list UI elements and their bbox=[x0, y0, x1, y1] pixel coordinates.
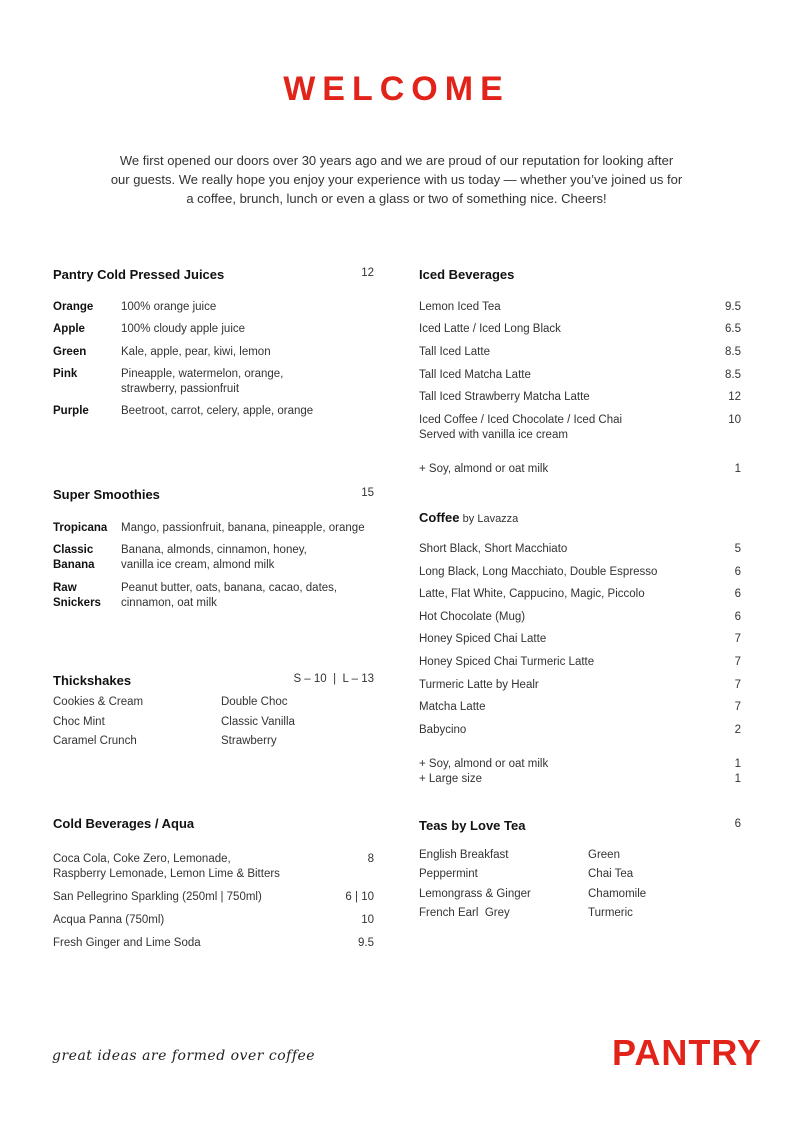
coffee-item-price: 6 bbox=[734, 610, 741, 623]
cold-item-price: 10 bbox=[361, 914, 374, 926]
juice-name: Purple bbox=[53, 405, 89, 417]
thickshake-item: Caramel Crunch bbox=[53, 735, 137, 747]
juice-desc: Beetroot, carrot, celery, apple, orange bbox=[121, 405, 314, 417]
juice-name: Apple bbox=[53, 323, 85, 335]
coffee-item-name: Hot Chocolate (Mug) bbox=[419, 610, 526, 623]
juice-desc: 100% cloudy apple juice bbox=[121, 323, 246, 335]
coffee-heading-group bbox=[419, 510, 518, 525]
juice-name: Orange bbox=[53, 301, 94, 313]
iced-item-price: 12 bbox=[728, 391, 741, 403]
iced-item-price: 9.5 bbox=[725, 301, 741, 313]
smoothie-desc: Banana, almonds, cinnamon, honey, vanilla ice cream, almond milk bbox=[121, 544, 307, 571]
thickshake-item: Classic Vanilla bbox=[221, 715, 295, 728]
iced-extra-name: + Soy, almond or oat milk bbox=[419, 463, 549, 475]
tea-item: Green bbox=[588, 849, 620, 861]
smoothie-desc: Peanut butter, oats, banana, cacao, dates, cinnamon, oat milk bbox=[121, 582, 338, 609]
iced-item-name: Iced Latte / Iced Long Black bbox=[419, 323, 561, 335]
iced-item-name: Tall Iced Matcha Latte bbox=[419, 369, 531, 381]
coffee-item-name: Long Black, Long Macchiato, Double Espresso bbox=[419, 565, 658, 578]
iced-item-name: Tall Iced Strawberry Matcha Latte bbox=[419, 391, 590, 403]
coffee-item-name: Latte, Flat White, Cappucino, Magic, Piccolo bbox=[419, 588, 645, 601]
tea-item: English Breakfast bbox=[419, 849, 509, 861]
coffee-item-price: 7 bbox=[734, 678, 741, 691]
coffee-extra-price: 1 bbox=[734, 773, 741, 785]
iced-item-price: 10 bbox=[728, 414, 741, 426]
coffee-item-price: 5 bbox=[734, 543, 741, 555]
thickshakes-price: S – 10 | L – 13 bbox=[293, 673, 374, 685]
coffee-item-price: 7 bbox=[734, 701, 741, 714]
tea-item: Chai Tea bbox=[588, 868, 634, 881]
coffee-heading: Coffee bbox=[419, 510, 460, 525]
iced-item-name: Tall Iced Latte bbox=[419, 346, 490, 358]
iced-item-name: Iced Coffee / Iced Chocolate / Iced Chai Served with vanilla ice cream bbox=[419, 414, 623, 441]
tea-item: Peppermint bbox=[419, 868, 478, 881]
coffee-subheading: by Lavazza bbox=[462, 513, 519, 525]
coffee-item-name: Honey Spiced Chai Turmeric Latte bbox=[419, 656, 595, 668]
tea-item: Chamomile bbox=[588, 887, 647, 900]
intro-text: We first opened our doors over 30 years ago and we are proud of our reputation for looking after our guests. We really hope you enjoy your experience with us today — whether you’ve joined us for a coffee, brunch, lunch or even a glass or two of something nice. Cheers! bbox=[110, 153, 683, 206]
smoothie-name: Raw Snickers bbox=[53, 582, 101, 609]
coffee-item-name: Turmeric Latte by Healr bbox=[419, 678, 539, 691]
smoothie-name: Tropicana bbox=[53, 522, 108, 534]
coffee-item-price: 7 bbox=[734, 633, 741, 646]
cold-item-name: San Pellegrino Sparkling (250ml | 750ml) bbox=[53, 891, 262, 903]
tea-item: French Earl Grey bbox=[419, 906, 510, 919]
iced-extra-price: 1 bbox=[734, 463, 741, 475]
cold-item-price: 6 | 10 bbox=[345, 891, 374, 903]
thickshake-item: Cookies & Cream bbox=[53, 696, 144, 708]
teas-price: 6 bbox=[734, 818, 741, 830]
page-title: WELCOME bbox=[283, 70, 510, 108]
juice-name: Green bbox=[53, 346, 87, 358]
juices-price: 12 bbox=[361, 267, 374, 279]
cold-item-name: Fresh Ginger and Lime Soda bbox=[53, 937, 201, 949]
juice-desc: 100% orange juice bbox=[121, 301, 217, 313]
smoothie-desc: Mango, passionfruit, banana, pineapple, orange bbox=[121, 522, 365, 534]
cold-item-name: Coca Cola, Coke Zero, Lemonade, Raspberry Lemonade, Lemon Lime & Bitters bbox=[53, 853, 280, 880]
pantry-logo: PANTRY bbox=[612, 1032, 762, 1073]
juices-heading: Pantry Cold Pressed Juices bbox=[53, 267, 225, 282]
thickshakes-heading: Thickshakes bbox=[53, 673, 132, 688]
coffee-item-price: 2 bbox=[734, 723, 741, 736]
coffee-item-price: 6 bbox=[734, 565, 741, 578]
cold-item-price: 9.5 bbox=[358, 937, 374, 949]
smoothie-name: Classic Banana bbox=[53, 544, 95, 571]
coffee-extra-price: 1 bbox=[734, 758, 741, 770]
cold-heading: Cold Beverages / Aqua bbox=[53, 816, 195, 831]
thickshake-item: Choc Mint bbox=[53, 715, 105, 728]
iced-item-price: 8.5 bbox=[725, 346, 741, 358]
tea-item: Lemongrass & Ginger bbox=[419, 887, 531, 900]
iced-item-price: 8.5 bbox=[725, 369, 741, 381]
coffee-item-price: 7 bbox=[734, 656, 741, 668]
iced-item-price: 6.5 bbox=[725, 323, 741, 335]
thickshake-item: Strawberry bbox=[221, 735, 277, 747]
cold-item-name: Acqua Panna (750ml) bbox=[53, 914, 165, 926]
smoothies-price: 15 bbox=[361, 487, 374, 499]
coffee-item-name: Babycino bbox=[419, 723, 467, 736]
coffee-item-name: Honey Spiced Chai Latte bbox=[419, 633, 547, 646]
iced-item-name: Lemon Iced Tea bbox=[419, 301, 501, 313]
juice-desc: Kale, apple, pear, kiwi, lemon bbox=[121, 346, 271, 358]
thickshake-item: Double Choc bbox=[221, 696, 288, 708]
juice-desc: Pineapple, watermelon, orange, strawberry, passionfruit bbox=[121, 368, 284, 395]
coffee-item-name: Matcha Latte bbox=[419, 701, 486, 714]
smoothies-heading: Super Smoothies bbox=[53, 487, 160, 502]
cold-item-price: 8 bbox=[367, 853, 374, 865]
iced-heading: Iced Beverages bbox=[419, 267, 515, 282]
coffee-item-name: Short Black, Short Macchiato bbox=[419, 543, 568, 555]
tea-item: Turmeric bbox=[588, 906, 633, 919]
footer-tagline: great ideas are formed over coffee bbox=[52, 1048, 316, 1064]
juice-name: Pink bbox=[53, 368, 78, 380]
coffee-extra-name: + Large size bbox=[419, 773, 482, 785]
coffee-item-price: 6 bbox=[734, 588, 741, 601]
coffee-extra-name: + Soy, almond or oat milk bbox=[419, 758, 549, 770]
teas-heading: Teas by Love Tea bbox=[419, 818, 526, 833]
